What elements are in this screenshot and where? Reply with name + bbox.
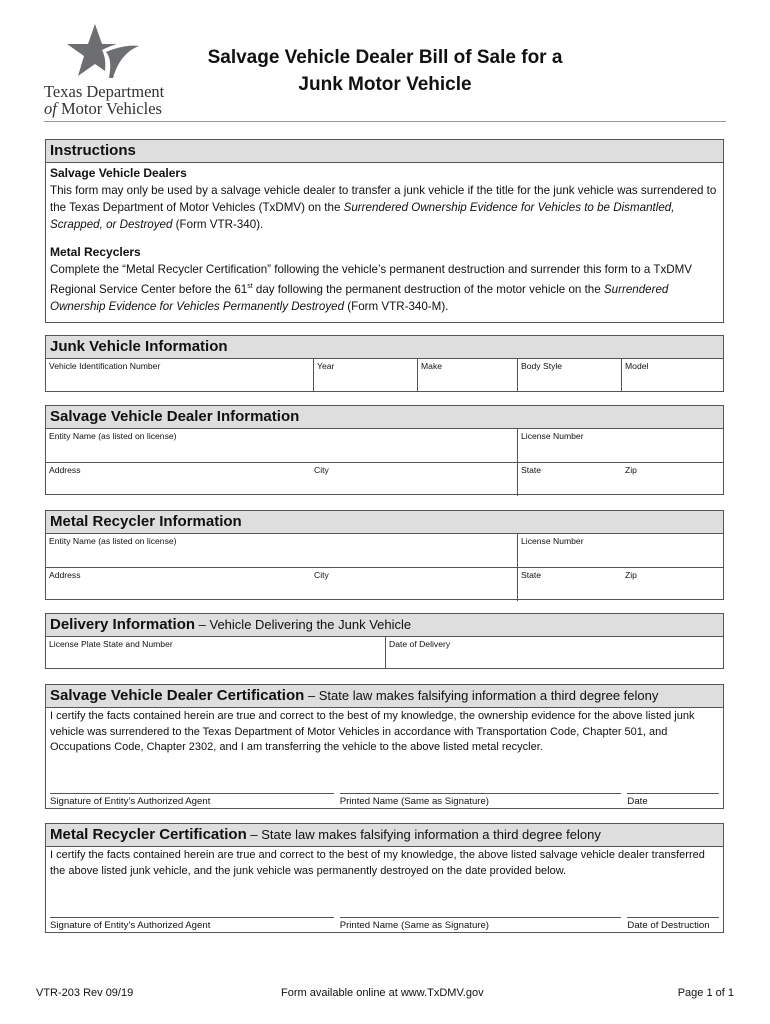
recycler-info-header: Metal Recycler Information: [46, 511, 723, 534]
delivery-section: [45, 613, 724, 669]
form-number: VTR-203 Rev 09/19: [36, 987, 134, 999]
dealer-license-field[interactable]: License Number: [521, 431, 584, 441]
destruction-date-line[interactable]: Date of Destruction: [627, 917, 719, 931]
recycler-entity-field[interactable]: Entity Name (as listed on license): [46, 534, 518, 567]
make-field[interactable]: Make: [418, 359, 518, 392]
model-field[interactable]: Model: [625, 361, 649, 371]
dealer-info-header: Salvage Vehicle Dealer Information: [46, 406, 723, 429]
title-divider: [44, 121, 726, 122]
recycler-city-field[interactable]: City: [311, 568, 518, 601]
dealer-zip-field[interactable]: Zip: [625, 465, 637, 475]
recycler-zip-field[interactable]: Zip: [625, 570, 637, 580]
dealer-cert-section: [45, 684, 724, 809]
vin-field[interactable]: Vehicle Identification Number: [46, 359, 314, 392]
star-logo-icon: [40, 20, 180, 84]
body-style-field[interactable]: Body Style: [518, 359, 622, 392]
recycler-state-field[interactable]: State: [521, 570, 542, 580]
year-field[interactable]: Year: [314, 359, 418, 392]
dealers-text: This form may only be used by a salvage vehicle dealer to transfer a junk vehicle if the title for the junk vehicle was surrendered to the Texas Department of Motor Vehicles (TxDMV) on the Surrendered Ownership Evidence for Vehicles to be Dismantled, Scrapped, or Destroyed (Form VTR-340).: [50, 184, 717, 231]
recycler-signature-line[interactable]: Signature of Entity’s Authorized Agent: [50, 917, 334, 931]
dealer-date-line[interactable]: Date: [627, 793, 719, 807]
recycler-info-section: [45, 510, 724, 600]
logo-text-line1: Texas Department: [44, 82, 165, 101]
recycler-printed-name-line[interactable]: Printed Name (Same as Signature): [340, 917, 622, 931]
recycler-cert-header: Metal Recycler Certification – State law makes falsifying information a third degree felony: [46, 824, 723, 847]
dealer-cert-text: I certify the facts contained herein are true and correct to the best of my knowledge, the ownership evidence for the above listed junk vehicle was surrendered to the Texas Department of Motor Vehicles in accordance with Transportation Code, Chapter 501, and Occupations Code, Chapter 2302, and I am transferring the vehicle to the above listed metal recycler.: [50, 710, 695, 753]
page-number: Page 1 of 1: [677, 987, 734, 999]
page-title: Salvage Vehicle Dealer Bill of Sale for a Junk Motor Vehicle: [207, 47, 563, 95]
dealers-heading: Salvage Vehicle Dealers: [50, 166, 187, 180]
instructions-header: Instructions: [46, 140, 723, 163]
dealer-entity-field[interactable]: Entity Name (as listed on license): [46, 429, 518, 462]
form-online-link[interactable]: Form available online at www.TxDMV.gov: [281, 987, 484, 999]
dealer-state-field[interactable]: State: [521, 465, 542, 475]
dealer-cert-header: Salvage Vehicle Dealer Certification – State law makes falsifying information a third degree felony: [46, 685, 723, 708]
junk-vehicle-header: Junk Vehicle Information: [46, 336, 723, 359]
recycler-address-field[interactable]: Address: [49, 570, 81, 580]
delivery-header: Delivery Information – Vehicle Delivering the Junk Vehicle: [46, 614, 723, 637]
dealer-address-field[interactable]: Address: [49, 465, 81, 475]
license-plate-field[interactable]: License Plate State and Number: [46, 637, 386, 669]
recyclers-heading: Metal Recyclers: [50, 245, 141, 259]
dealer-city-field[interactable]: City: [311, 463, 518, 496]
instructions-section: [45, 139, 724, 323]
dealer-info-section: [45, 405, 724, 495]
recycler-cert-section: [45, 823, 724, 933]
dealer-printed-name-line[interactable]: Printed Name (Same as Signature): [340, 793, 622, 807]
delivery-date-field[interactable]: Date of Delivery: [389, 639, 451, 649]
txdmv-logo: [40, 20, 180, 120]
logo-text-line2: of Motor Vehicles: [44, 99, 162, 118]
junk-vehicle-section: [45, 335, 724, 392]
dealer-signature-line[interactable]: Signature of Entity’s Authorized Agent: [50, 793, 334, 807]
recyclers-text: Complete the “Metal Recycler Certification” following the vehicle’s permanent destruction and surrender this form to a TxDMV Regional Service Center before the 61st day following the permanent destruction of the motor vehicle on the Surrendered Ownership Evidence for Vehicles Permanently Destroyed (Form VTR-340-M).: [50, 263, 693, 313]
recycler-cert-text: I certify the facts contained herein are true and correct to the best of my knowledge, the above listed salvage vehicle dealer transferred the above listed junk vehicle, and the junk vehicle was permanently destroyed on the date provided below.: [50, 849, 705, 877]
recycler-license-field[interactable]: License Number: [521, 536, 584, 546]
